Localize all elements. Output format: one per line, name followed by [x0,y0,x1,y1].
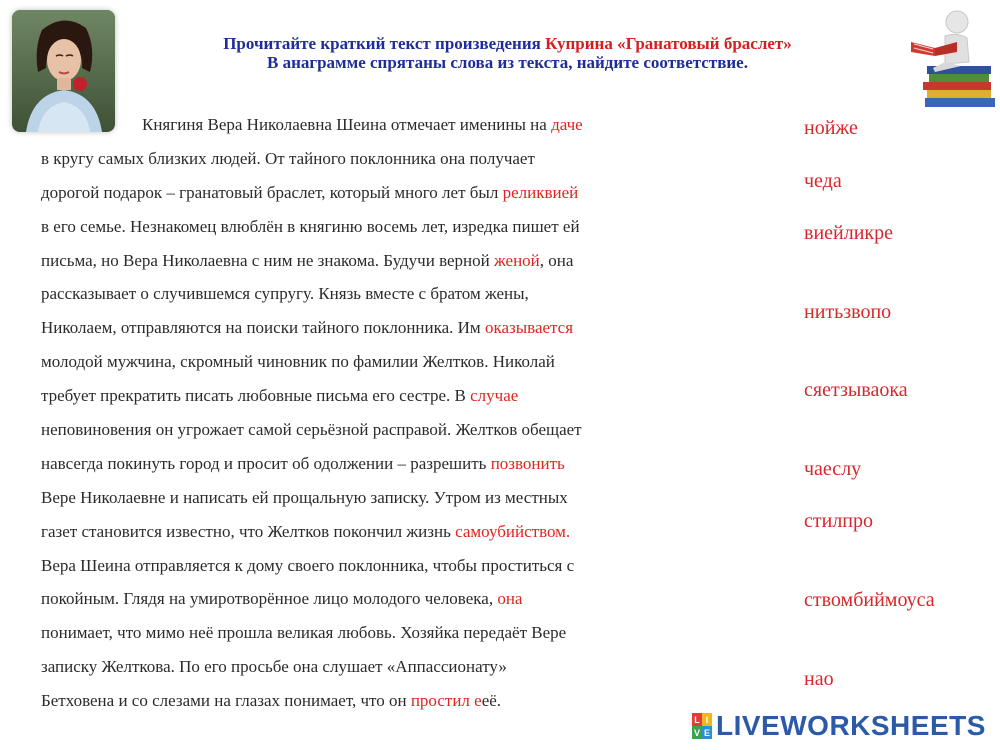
reading-figure-icon [905,6,997,116]
story-text-fragment: записку Желткова. По его просьбе она слушает «Аппассионату» [41,657,507,677]
highlighted-word: даче [551,115,583,134]
badge-letter: L [692,713,702,726]
story-line [41,684,651,718]
story-text-fragment: в кругу самых близких людей. От тайного поклонника она получает [41,148,535,168]
story-text-fragment: требует прекратить писать любовные письма его сестре. В [41,386,471,406]
story-text-fragment: дорогой подарок – гранатовый браслет, который много лет был [41,182,503,202]
story-text-fragment: Вера Шеина отправляется к дому своего поклонника, чтобы проститься с [41,555,575,575]
story-line [41,345,651,379]
story-text-fragment: в его семье. Незнакомец влюблён в княгиню восемь лет, изредка пишет ей [41,216,580,236]
story-line [41,481,651,515]
story-line [41,379,651,413]
story-text-fragment: письма, но Вера Николаевна с ним не знакома. Будучи верной [41,250,494,270]
story-text-fragment: навсегда покинуть город и просит об одолжении – разрешить [41,453,491,473]
anagram-item: нитьзвопо [804,301,892,323]
highlighted-word: случае [470,386,519,406]
anagram-item: нао [804,668,834,690]
story-text-fragment: Николаем, отправляются на поиски тайного поклонника. Им [41,318,485,338]
story-line [41,413,651,447]
story-text-fragment: молодой мужчина, скромный чиновник по фамилии Желтков. Николай [41,352,555,372]
title-line-1-prefix: Прочитайте краткий текст произведения [223,34,541,53]
anagram-item: стилпро [804,510,874,532]
story-line [41,108,651,142]
highlighted-word: оказывается [484,318,574,338]
story-line [41,142,651,176]
title-line-2: В анаграмме спрятаны слова из текста, найдите соответствие. [267,53,748,72]
title-line-1 [150,34,865,53]
anagram-item: ствомбиймоуса [804,589,935,611]
badge-letter: E [703,727,710,738]
story-text-fragment: Вере Николаевне и написать ей прощальную записку. Утром из местных [41,487,568,507]
story-line [41,616,651,650]
highlighted-word: она [497,589,523,609]
highlighted-word: реликвией [502,182,579,202]
story-line [41,447,651,481]
task-title [150,34,865,72]
badge-letter: V [693,727,700,738]
anagram-item: сяетзываока [804,379,908,401]
highlighted-word: самоубийством. [455,521,571,541]
story-text-fragment: Княгиня Вера Николаевна Шеина отмечает именины на [142,115,552,134]
anagram-item: чеда [804,170,842,192]
story-line [41,277,651,311]
story-line [41,650,651,684]
story-line [41,311,651,345]
story-text-fragment: , она [539,250,574,270]
brand-name: LIVEWORKSHEETS [716,710,986,741]
live-badge-icon [692,713,712,739]
story-text-fragment: покойным. Глядя на умиротворённое лицо молодого человека, [41,589,498,609]
story-line [41,244,651,278]
story-text-fragment: рассказывает о случившемся супругу. Князь вместе с братом жены, [41,284,529,304]
story-line [41,515,651,549]
story-text-fragment: газет становится известно, что Желтков покончил жизнь [41,521,456,541]
story-line [41,549,651,583]
highlighted-word: позвонить [490,453,565,473]
highlighted-word: женой [494,250,540,270]
story-line [41,582,651,616]
story-text-fragment: её. [481,691,502,711]
story-line [41,210,651,244]
story-text-fragment: неповиновения он угрожает самой серьёзной расправой. Желтков обещает [41,420,582,440]
story-text-fragment: Бетховена и со слезами на глазах понимает, что он [41,691,411,711]
anagram-item: нойже [804,117,858,139]
highlighted-word: простил е [410,691,482,711]
liveworksheets-logo[interactable] [692,710,986,742]
story-text-fragment: понимает, что мимо неё прошла великая любовь. Хозяйка передаёт Вере [41,623,567,643]
badge-letter: I [702,713,712,726]
title-line-1-accent: Куприна «Гранатовый браслет» [545,34,792,53]
story-line [41,176,651,210]
story-text [41,108,651,718]
anagram-item: виейликре [804,222,894,244]
anagram-item: чаеслу [804,458,862,480]
